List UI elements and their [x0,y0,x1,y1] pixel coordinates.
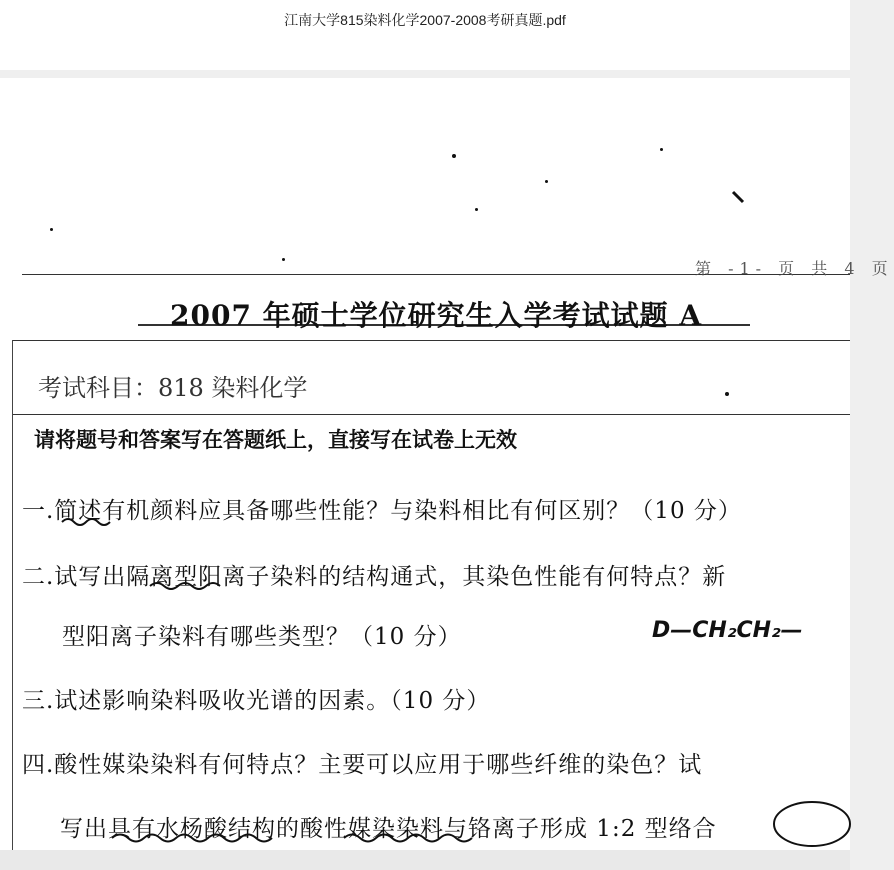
squiggle-underline [150,583,220,589]
exam-subject: 考试科目：818 染料化学 [38,374,308,402]
squiggle-underline [62,519,110,525]
pdf-page [0,78,894,850]
question-4-line-1: 四.酸性媒染染料有何特点？主要可以应用于哪些纤维的染色？试 [22,752,703,778]
exam-instruction: 请将题号和答案写在答题纸上，直接写在试卷上无效 [34,427,517,452]
pen-stroke [733,192,743,202]
pdf-title-bar [0,0,850,70]
handwritten-annotations [0,78,850,850]
bottom-scroll-area [0,850,850,870]
question-3: 三.试述影响染料吸收光谱的因素。（10 分） [22,688,491,714]
handwritten-formula: D—CH₂CH₂— [652,618,803,643]
squiggle-underline [344,835,472,842]
question-2-line-2: 型阳离子染料有哪些类型？（10 分） [62,624,462,650]
question-4-line-2: 写出具有水杨酸结构的酸性媒染染料与铬离子形成 1:2 型络合 [60,816,717,842]
squiggle-underline [112,835,272,842]
page-number: 第 -1- 页 共 4 页 [695,259,894,278]
circle-mark [774,802,850,846]
document-title: 江南大学815染料化学2007-2008考研真题.pdf [284,12,566,28]
question-2-line-1: 二.试写出隔离型阳离子染料的结构通式，其染色性能有何特点？新 [22,564,727,590]
exam-title: 2007 年硕士学位研究生入学考试试题 A [170,299,703,332]
question-1: 一.简述有机颜料应具备哪些性能？与染料相比有何区别？（10 分） [22,498,742,524]
